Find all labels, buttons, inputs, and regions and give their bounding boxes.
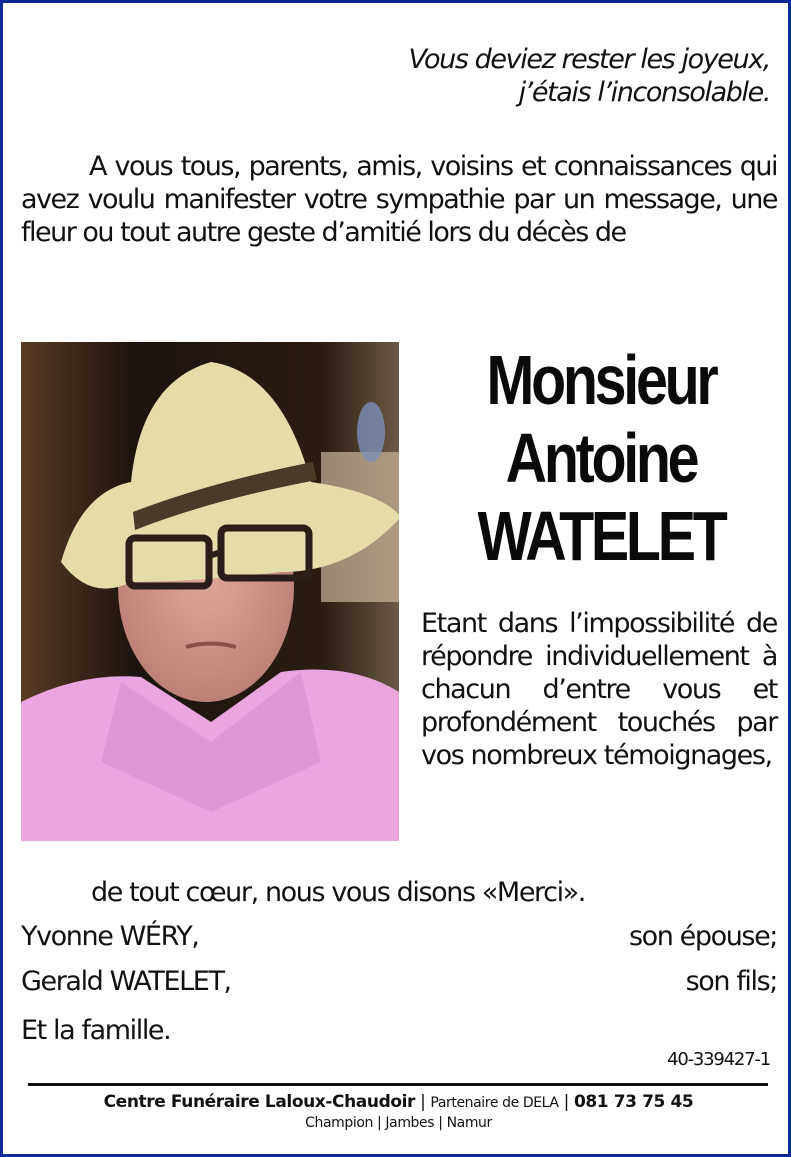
deceased-first-name: Antoine: [505, 419, 697, 497]
signatory-name: Et la famille.: [21, 1015, 171, 1046]
deceased-last-name: WATELET: [477, 497, 725, 575]
signatory-row: [21, 1014, 777, 1047]
deceased-name: [445, 341, 757, 575]
intro-paragraph: [21, 150, 777, 249]
signatory-name: Yvonne WÉRY,: [21, 921, 199, 952]
thanks-paragraph: Etant dans l’impossibilité de répondre individuellement à chacun d’entre vous et profondément touchés par vos nombreux témoignages,: [421, 608, 777, 771]
portrait-image: [21, 342, 399, 841]
epigraph: [409, 43, 770, 109]
partner-text: Partenaire de DELA: [430, 1095, 559, 1111]
signatory-row: [21, 920, 777, 953]
phone-number: 081 73 75 45: [573, 1092, 694, 1112]
epigraph-line-2: j’étais l’inconsolable.: [518, 77, 770, 108]
deceased-title: Monsieur: [486, 341, 716, 419]
signatory-name: Gerald WATELET,: [21, 966, 231, 997]
footer-locations: Champion | Jambes | Namur: [305, 1115, 492, 1131]
intro-text: A vous tous, parents, amis, voisins et connaissances qui avez voulu manifester votre sympathie par un message, une fleur ou tout autre geste d’amitié lors du décès de: [21, 151, 777, 248]
funeral-home-name: Centre Funéraire Laloux-Chaudoir: [103, 1092, 416, 1112]
signatory-relation: son fils;: [685, 966, 777, 997]
separator: |: [563, 1092, 569, 1112]
signatory-row: [21, 965, 777, 998]
footer-divider: [28, 1083, 768, 1086]
separator: |: [420, 1092, 426, 1112]
merci-line: de tout cœur, nous vous disons «Merci».: [91, 877, 585, 908]
footer-main: [3, 1092, 791, 1112]
epigraph-line-1: Vous deviez rester les joyeux,: [408, 44, 770, 75]
deceased-photo: [21, 342, 399, 841]
signatory-relation: son épouse;: [628, 921, 777, 952]
reference-number: 40-339427-1: [667, 1049, 770, 1070]
